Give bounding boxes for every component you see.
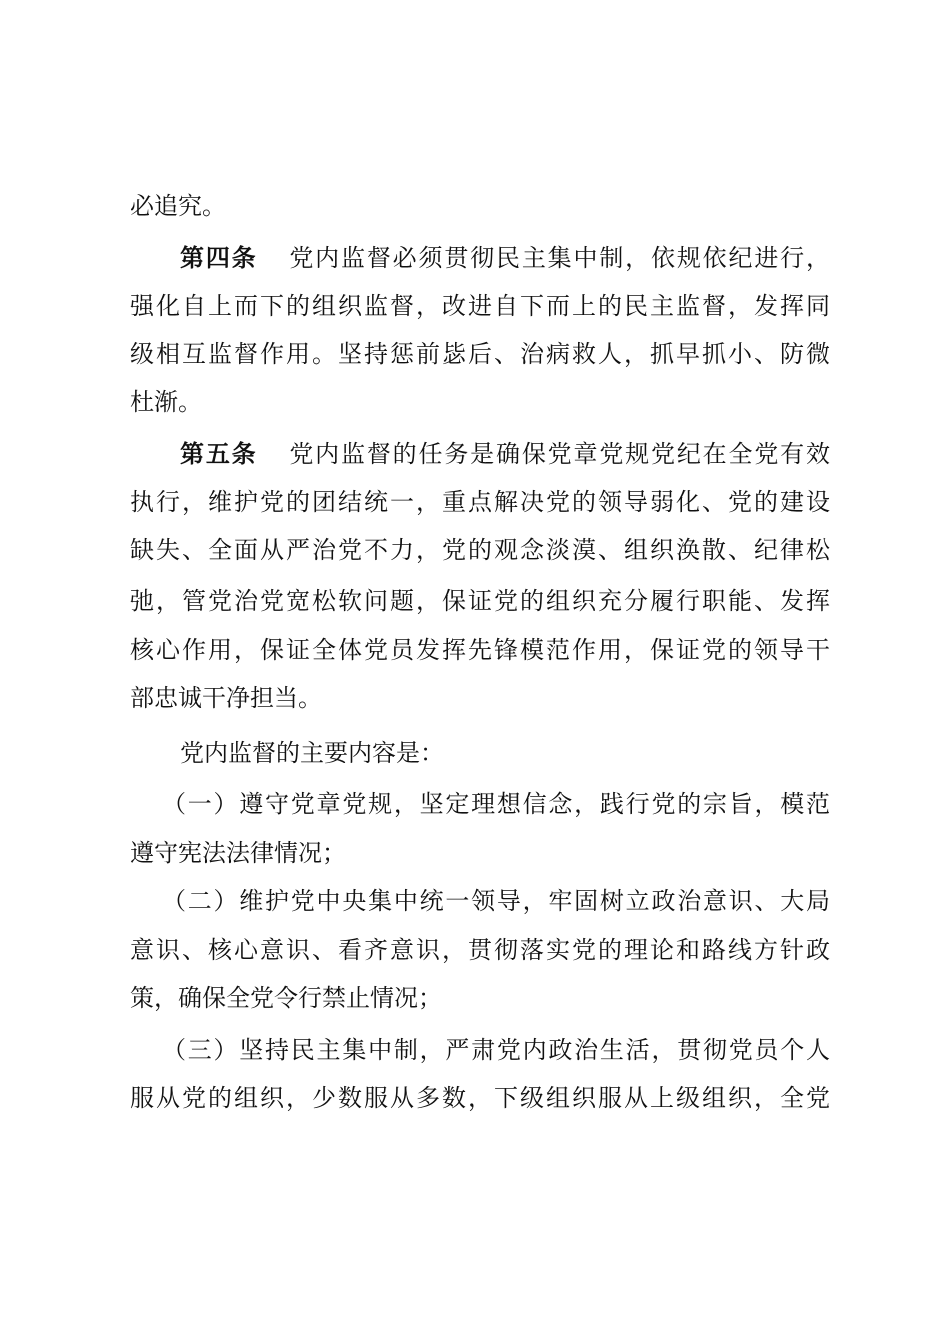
text-line-content: （一）遵守党章党规，坚定理想信念，践行党的宗旨，模范 xyxy=(162,790,830,818)
text-line-content: 部忠诚干净担当。 xyxy=(130,684,322,712)
list-item-line xyxy=(162,784,830,824)
text-line-content: 核心作用，保证全体党员发挥先锋模范作用，保证党的领导干 xyxy=(130,636,830,664)
text-line xyxy=(130,382,830,422)
text-line xyxy=(130,286,830,326)
text-line-content: （三）坚持民主集中制，严肃党内政治生活，贯彻党员个人 xyxy=(162,1036,830,1064)
text-line-content: 强化自上而下的组织监督，改进自下而上的民主监督，发挥同 xyxy=(130,292,830,320)
text-line xyxy=(180,733,830,773)
text-line-content: 意识、核心意识、看齐意识，贯彻落实党的理论和路线方针政 xyxy=(130,936,830,964)
text-line xyxy=(130,833,830,873)
text-line-content: 执行，维护党的团结统一，重点解决党的领导弱化、党的建设 xyxy=(130,488,830,516)
text-line-content: 党内监督的任务是确保党章党规党纪在全党有效 xyxy=(287,440,830,468)
text-line-content: 杜渐。 xyxy=(130,388,202,416)
text-line-content: （二）维护党中央集中统一领导，牢固树立政治意识、大局 xyxy=(162,887,830,915)
text-line-content: 遵守宪法法律情况； xyxy=(130,839,346,867)
text-line-content: 策，确保全党令行禁止情况； xyxy=(130,984,442,1012)
text-line xyxy=(130,530,830,570)
text-line-content: 级相互监督作用。坚持惩前毖后、治病救人，抓早抓小、防微 xyxy=(130,340,830,368)
text-line xyxy=(130,678,830,718)
text-line-content: 缺失、全面从严治党不力，党的观念淡漠、组织涣散、纪律松 xyxy=(130,536,830,564)
list-item-line xyxy=(162,1030,830,1070)
text-line-content: 党内监督的主要内容是： xyxy=(180,739,444,767)
text-line-content: 弛，管党治党宽松软问题，保证党的组织充分履行职能、发挥 xyxy=(130,587,830,615)
article-heading: 第五条 xyxy=(180,440,258,468)
text-line-content: 服从党的组织，少数服从多数，下级组织服从上级组织，全党 xyxy=(130,1084,830,1112)
text-line-content: 党内监督必须贯彻民主集中制，依规依纪进行， xyxy=(287,244,830,272)
list-item-line xyxy=(162,881,830,921)
article-heading: 第四条 xyxy=(180,244,258,272)
article-5-line xyxy=(180,434,830,474)
text-line xyxy=(130,1078,830,1118)
text-line xyxy=(130,186,830,226)
text-line xyxy=(130,482,830,522)
article-4-line xyxy=(180,238,830,278)
text-line-content: 必追究。 xyxy=(130,192,226,220)
text-line xyxy=(130,930,830,970)
text-line xyxy=(130,978,830,1018)
text-line xyxy=(130,334,830,374)
text-line xyxy=(130,581,830,621)
text-line xyxy=(130,630,830,670)
